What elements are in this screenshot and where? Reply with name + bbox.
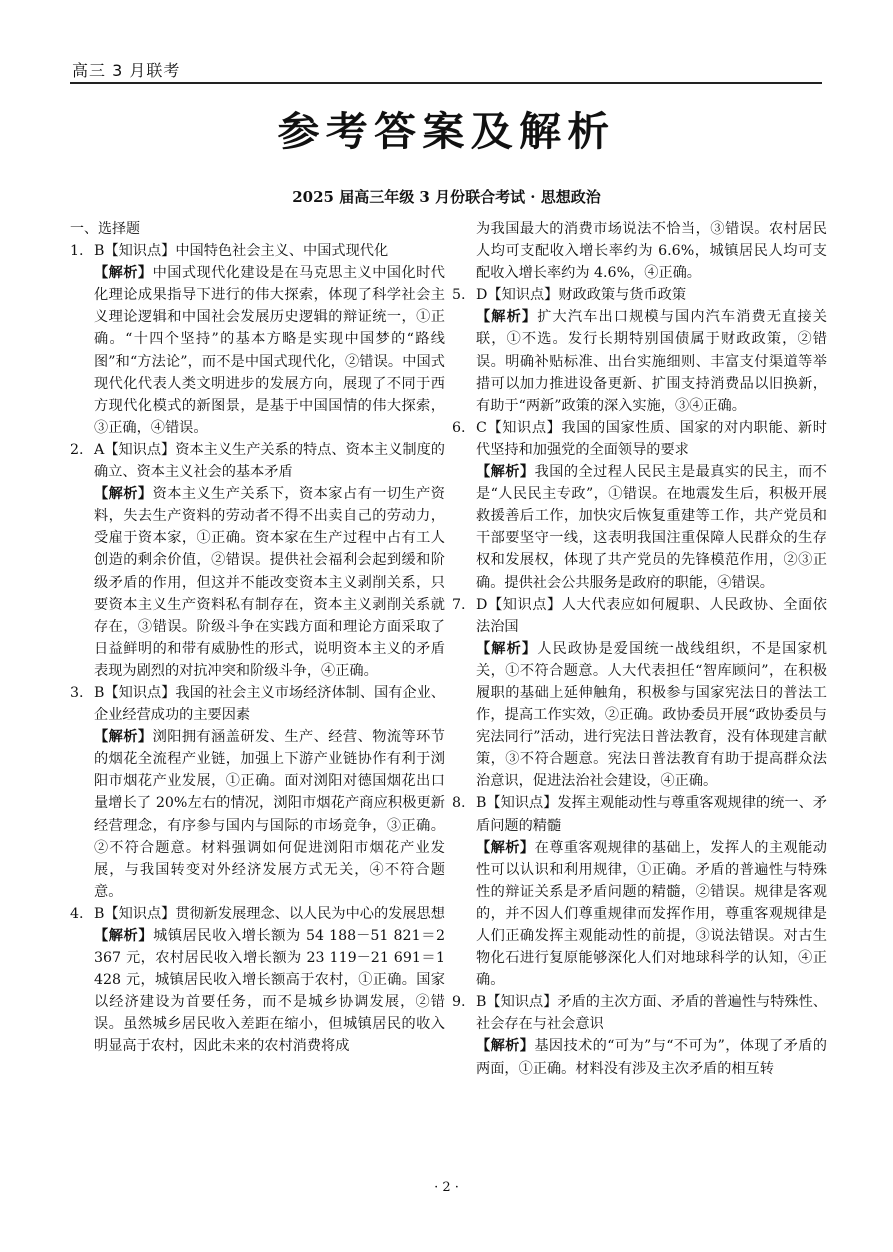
analysis-text: 基因技术的“可为”与“不可为”，体现了矛盾的两面，①正确。材料没有涉及主次矛盾的相互转	[476, 1038, 827, 1077]
section-heading: 一、选择题	[70, 221, 140, 237]
knowledge-point: B【知识点】矛盾的主次方面、矛盾的普遍性与特殊性、社会存在与社会意识	[476, 994, 827, 1033]
question-6	[452, 417, 827, 594]
question-number: 8.	[452, 795, 466, 812]
header-label: 高三 3 月联考	[72, 61, 181, 80]
question-4-continued: 为我国最大的消费市场说法不恰当，③错误。农村居民人均可支配收入增长率约为 6.6%，城镇居民人均可支配收入增长率约为 4.6%，④正确。	[476, 221, 827, 282]
question-8	[452, 792, 827, 991]
analysis-text: 在尊重客观规律的基础上，发挥人的主观能动性可以认识和利用规律，①正确。矛盾的普遍性与特殊性的辩证关系是矛盾问题的精髓，②错误。规律是客观的，并不因人们尊重规律而发挥作用，尊重客观规律是人们正确发挥主观能动性的前提，③说法错误。对古生物化石进行复原能够深化人们对地球科学的认知，④正确。	[476, 839, 827, 989]
question-number: 6.	[452, 419, 466, 436]
page-subtitle: 2025 届高三年级 3 月份联合考试 · 思想政治	[292, 188, 601, 206]
question-4	[70, 903, 445, 1058]
knowledge-point: D【知识点】人大代表应如何履职、人民政协、全面依法治国	[476, 596, 827, 635]
analysis-label: 【解析】	[476, 640, 538, 657]
left-column	[70, 218, 445, 1058]
analysis-label: 【解析】	[94, 486, 153, 503]
knowledge-point: B【知识点】我国的社会主义市场经济体制、国有企业、企业经营成功的主要因素	[94, 684, 445, 724]
analysis-text: 我国的全过程人民民主是最真实的民主，而不是“人民民主专政”，①错误。在地震发生后，积极开展救援善后工作，加快灾后恢复重建等工作，共产党员和干部要坚守一线，这表明我国注重保障人民群众的生存权和发展权，体现了共产党员的先锋模范作用，②③正确。提供社会公共服务是政府的职能，④错误。	[476, 464, 827, 591]
knowledge-point: D【知识点】财政政策与货币政策	[476, 287, 687, 304]
analysis-label: 【解析】	[476, 464, 535, 481]
question-7	[452, 594, 827, 793]
analysis-label: 【解析】	[94, 928, 154, 944]
question-5	[452, 284, 827, 417]
knowledge-point: C【知识点】我国的国家性质、国家的对内职能、新时代坚持和加强党的全面领导的要求	[476, 419, 827, 458]
question-1	[70, 240, 445, 439]
analysis-text: 资本主义生产关系下，资本家占有一切生产资料，失去生产资料的劳动者不得不出卖自己的劳动力，受雇于资本家，①正确。资本家在生产过程中占有工人创造的剩余价值，②错误。提供社会福利会起到缓和阶级矛盾的作用，但这并不能改变资本主义剥削关系，只要资本主义生产资料私有制存在，资本主义剥削关系就存在，③错误。阶级斗争在实践方面和理论方面采取了日益鲜明的和带有威胁性的形式，说明资本主义的矛盾表现为剧烈的对抗冲突和阶级斗争，④正确。	[94, 486, 445, 679]
analysis-label: 【解析】	[94, 265, 153, 282]
question-number: 1.	[70, 243, 84, 260]
question-3	[70, 682, 445, 903]
question-2	[70, 439, 445, 682]
header-bar	[70, 56, 822, 84]
knowledge-point: B【知识点】发挥主观能动性与尊重客观规律的统一、矛盾问题的精髓	[476, 795, 827, 834]
analysis-text: 扩大汽车出口规模与国内汽车消费无直接关联，①不选。发行长期特别国债属于财政政策，②错误。明确补贴标准、出台实施细则、丰富支付渠道等举措可以加力推进设备更新、扩围支持消费品以旧换新，有助于“两新”政策的深入实施，③④正确。	[476, 309, 827, 414]
analysis-text: 中国式现代化建设是在马克思主义中国化时代化理论成果指导下进行的伟大探索，体现了科学社会主义理论逻辑和中国社会发展历史逻辑的辩证统一，①正确。“十四个坚持”的基本方略是实现中国梦的“路线图”和“方法论”，而不是中国式现代化，②错误。中国式现代化代表人类文明进步的发展方向，展现了不同于西方现代化模式的新图景，是基于中国国情的伟大探索，③正确，④错误。	[94, 265, 445, 436]
analysis-label: 【解析】	[476, 1038, 535, 1055]
analysis-text: 城镇居民收入增长额为 54 188－51 821＝2 367 元，农村居民收入增长额为 23 119－21 691＝1 428 元，城镇居民收入增长额高于农村，①正确。国家以经济建设为首要任务，而不是城乡协调发展，②错误。虽然城乡居民收入差距在缩小，但城镇居民的收入明显高于农村，因此未来的农村消费将成	[94, 928, 445, 1055]
analysis-text: 人民政协是爱国统一战线组织，不是国家机关，①不符合题意。人大代表担任“智库顾问”，在积极履职的基础上延伸触角，积极参与国家宪法日的普法工作，提高工作实效，②正确。政协委员开展“政协委员与宪法同行”活动，进行宪法日普法教育，没有体现建言献策，③不符合题意。宪法日普法教育有助于提高群众法治意识，促进法治社会建设，④正确。	[476, 640, 827, 790]
question-9	[452, 991, 827, 1079]
analysis-label: 【解析】	[476, 839, 535, 856]
question-number: 7.	[452, 596, 466, 613]
question-number: 5.	[452, 287, 466, 304]
page-title: 参考答案及解析	[277, 109, 616, 155]
question-number: 4.	[70, 905, 84, 922]
question-number: 2.	[70, 441, 84, 458]
analysis-text: 浏阳拥有涵盖研发、生产、经营、物流等环节的烟花全流程产业链，加强上下游产业链协作有利于浏阳市烟花产业发展，①正确。面对浏阳对德国烟花出口量增长了 20%左右的情况，浏阳市烟花产商应积极更新经营理念，有序参与国内与国际的市场竞争，③正确。②不符合题意。材料强调如何促进浏阳市烟花产业发展，与我国转变对外经济发展方式无关，④不符合题意。	[94, 729, 445, 900]
right-column	[452, 218, 827, 1080]
knowledge-point: B【知识点】中国特色社会主义、中国式现代化	[94, 243, 389, 260]
question-number: 9.	[452, 994, 466, 1011]
page-number: · 2 ·	[434, 1180, 459, 1195]
knowledge-point: A【知识点】资本主义生产关系的特点、资本主义制度的确立、资本主义社会的基本矛盾	[94, 441, 445, 481]
analysis-label: 【解析】	[476, 309, 538, 326]
analysis-label: 【解析】	[94, 729, 153, 746]
question-number: 3.	[70, 684, 84, 701]
knowledge-point: B【知识点】贯彻新发展理念、以人民为中心的发展思想	[94, 905, 445, 922]
